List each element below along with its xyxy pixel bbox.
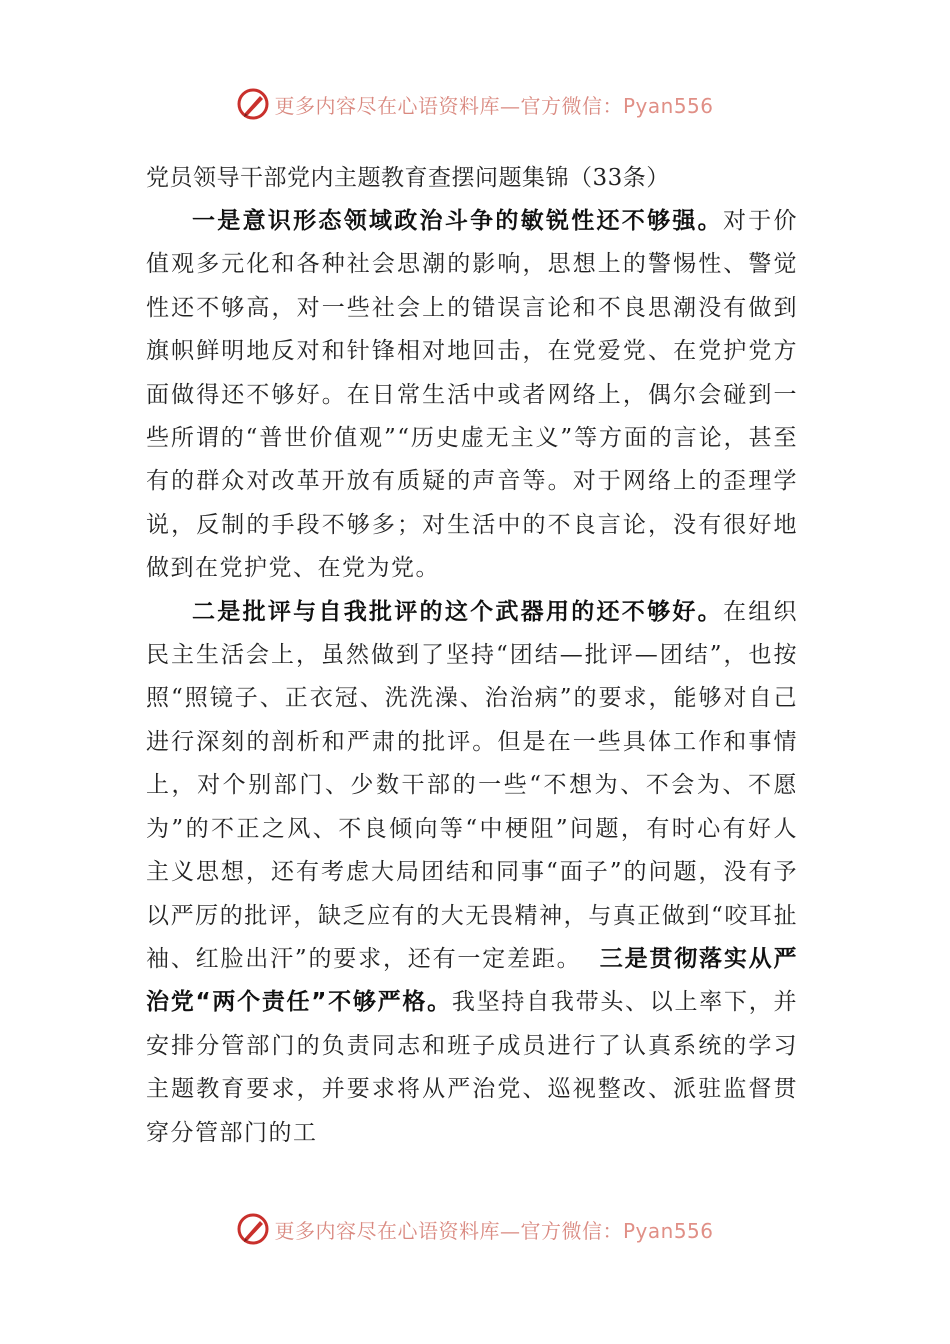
watermark-banner-top bbox=[0, 84, 950, 124]
paragraph-2 bbox=[146, 591, 798, 1155]
paragraph-2-heading: 二是批评与自我批评的这个武器用的还不够好。 bbox=[192, 598, 723, 625]
paragraph-1 bbox=[146, 200, 798, 591]
paragraph-1-body: 对于价值观多元化和各种社会思潮的影响，思想上的警惕性、警觉性还不够高，对一些社会上的错误言论和不良思潮没有做到旗帜鲜明地反对和针锋相对地回击，在党爱党、在党护党方面做得还不够好。在日常生活中或者网络上，偶尔会碰到一些所谓的“普世价值观”“历史虚无主义”等方面的言论，甚至有的群众对改革开放有质疑的声音等。对于网络上的歪理学说，反制的手段不够多；对生活中的不良言论，没有很好地做到在党护党、在党为党。 bbox=[146, 208, 799, 582]
watermark-text: 更多内容尽在心语资料库—官方微信：Pyan556 bbox=[274, 1218, 714, 1243]
pen-logo-icon bbox=[236, 87, 270, 121]
document-body bbox=[146, 157, 798, 1155]
watermark-banner-bottom bbox=[0, 1209, 950, 1249]
paragraph-3-body: 我坚持自我带头、以上率下，并安排分管部门的负责同志和班子成员进行了认真系统的学习主题教育要求，并要求将从严治党、巡视整改、派驻监督贯穿分管部门的工 bbox=[146, 989, 799, 1146]
watermark-text: 更多内容尽在心语资料库—官方微信：Pyan556 bbox=[274, 93, 714, 118]
paragraph-3-heading: 三是贯彻落实从严治党“两个责任”不够严格。 bbox=[146, 945, 798, 1016]
document-title: 党员领导干部党内主题教育查摆问题集锦（33条） bbox=[146, 165, 670, 191]
pen-logo-icon bbox=[236, 1212, 270, 1246]
paragraph-1-heading: 一是意识形态领域政治斗争的敏锐性还不够强。 bbox=[192, 208, 723, 234]
paragraph-2-body: 在组织民主生活会上，虽然做到了坚持“团结—批评—团结”，也按照“照镜子、正衣冠、洗洗澡、治治病”的要求，能够对自己进行深刻的剖析和严肃的批评。但是在一些具体工作和事情上，对个别部门、少数干部的一些“不想为、不会为、不愿为”的不正之风、不良倾向等“中梗阻”问题，有时心有好人主义思想，还有考虑大局团结和同事“面子”的问题，没有予以严厉的批评，缺乏应有的大无畏精神，与真正做到“咬耳扯袖、红脸出汗”的要求，还有一定差距。 bbox=[146, 598, 799, 972]
